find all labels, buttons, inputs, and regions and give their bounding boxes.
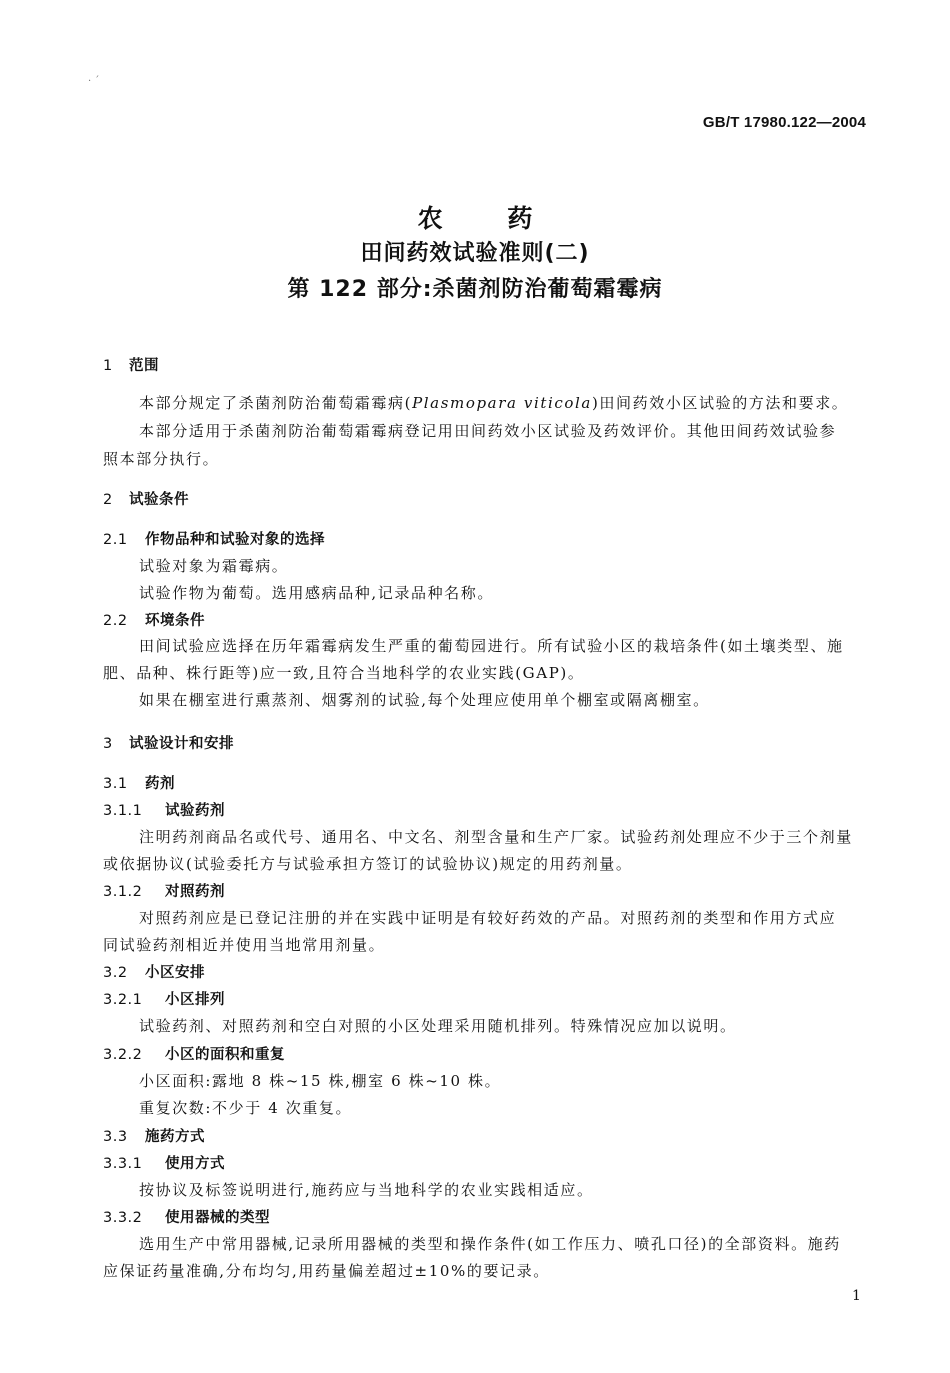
section-title: 试验药剂	[165, 803, 225, 819]
section-number: 2.1	[103, 532, 128, 548]
paragraph-line: 小区面积:露地 8 株~15 株,棚室 6 株~10 株。	[139, 1072, 502, 1090]
paragraph	[139, 392, 848, 413]
section-number: 3.2.2	[103, 1047, 143, 1063]
paragraph-line: 本部分适用于杀菌剂防治葡萄霜霉病登记用田间药效小区试验及药效评价。其他田间药效试验参	[139, 422, 837, 440]
section-number: 3.2	[103, 965, 128, 981]
section-title: 小区的面积和重复	[165, 1047, 285, 1063]
title-line-2: 田间药效试验准则(二)	[360, 241, 590, 266]
section-title: 小区排列	[165, 992, 225, 1008]
section-title: 施药方式	[145, 1129, 205, 1145]
section-title: 使用器械的类型	[165, 1210, 270, 1226]
paragraph-line: 如果在棚室进行熏蒸剂、烟雾剂的试验,每个处理应使用单个棚室或隔离棚室。	[139, 691, 710, 709]
title-line-1: 农 药	[417, 204, 561, 233]
text-run: )田间药效小区试验的方法和要求。	[591, 394, 849, 412]
section-title: 范围	[129, 358, 159, 374]
paragraph-line: 或依据协议(试验委托方与试验承担方签订的试验协议)规定的用药剂量。	[103, 855, 633, 873]
paragraph-line: 试验对象为霜霉病。	[139, 557, 289, 575]
text-run: 本部分规定了杀菌剂防治葡萄霜霉病(	[139, 394, 413, 412]
paragraph-line: 按协议及标签说明进行,施药应与当地科学的农业实践相适应。	[139, 1181, 594, 1199]
section-number: 3.3.2	[103, 1210, 143, 1226]
paragraph-line: 应保证药量准确,分布均匀,用药量偏差超过±10%的要记录。	[103, 1262, 550, 1280]
section-title: 试验条件	[129, 492, 189, 508]
section-2-2-heading	[103, 609, 205, 630]
paragraph-line: 同试验药剂相近并使用当地常用剂量。	[103, 936, 386, 954]
paragraph-line: 照本部分执行。	[103, 450, 220, 468]
section-number: 3.1.2	[103, 884, 143, 900]
page-number: 1	[852, 1288, 861, 1304]
paragraph-line: 对照药剂应是已登记注册的并在实践中证明是有较好药效的产品。对照药剂的类型和作用方式应	[139, 909, 837, 927]
section-3-2-1-heading	[103, 988, 225, 1009]
section-3-3-1-heading	[103, 1152, 225, 1173]
section-title: 作物品种和试验对象的选择	[145, 532, 325, 548]
paragraph-line: 注明药剂商品名或代号、通用名、中文名、剂型含量和生产厂家。试验药剂处理应不少于三个剂量	[139, 828, 853, 846]
latin-name: Plasmopara viticola	[412, 394, 592, 412]
section-number: 2.2	[103, 613, 128, 629]
section-3-1-heading	[103, 772, 175, 793]
section-3-3-heading	[103, 1125, 205, 1146]
paragraph-line: 试验药剂、对照药剂和空白对照的小区处理采用随机排列。特殊情况应加以说明。	[139, 1017, 737, 1035]
section-3-1-1-heading	[103, 799, 225, 820]
section-title: 试验设计和安排	[129, 736, 234, 752]
section-number: 3.1.1	[103, 803, 143, 819]
section-3-heading	[103, 732, 234, 753]
paragraph-line: 试验作物为葡萄。选用感病品种,记录品种名称。	[139, 584, 494, 602]
section-number: 3	[103, 736, 113, 752]
paragraph-line: 重复次数:不少于 4 次重复。	[139, 1099, 353, 1117]
section-number: 1	[103, 358, 113, 374]
section-number: 3.3	[103, 1129, 128, 1145]
section-number: 3.1	[103, 776, 128, 792]
paragraph-line: 肥、品种、株行距等)应一致,且符合当地科学的农业实践(GAP)。	[103, 664, 585, 682]
section-1-heading	[103, 354, 159, 375]
scan-mark: · ˊ	[88, 76, 100, 87]
section-3-3-2-heading	[103, 1206, 270, 1227]
section-title: 使用方式	[165, 1156, 225, 1172]
section-title: 对照药剂	[165, 884, 225, 900]
section-title: 药剂	[145, 776, 175, 792]
section-2-heading	[103, 488, 189, 509]
title-line-3: 第 122 部分:杀菌剂防治葡萄霜霉病	[287, 277, 663, 302]
section-number: 3.3.1	[103, 1156, 143, 1172]
section-2-1-heading	[103, 528, 325, 549]
standard-number: GB/T 17980.122—2004	[702, 114, 866, 131]
section-number: 2	[103, 492, 113, 508]
section-title: 环境条件	[145, 613, 205, 629]
section-3-2-heading	[103, 961, 205, 982]
paragraph-line: 田间试验应选择在历年霜霉病发生严重的葡萄园进行。所有试验小区的栽培条件(如土壤类型、施	[139, 637, 844, 655]
section-3-2-2-heading	[103, 1043, 285, 1064]
section-title: 小区安排	[145, 965, 205, 981]
section-number: 3.2.1	[103, 992, 143, 1008]
section-3-1-2-heading	[103, 880, 225, 901]
paragraph-line: 选用生产中常用器械,记录所用器械的类型和操作条件(如工作压力、喷孔口径)的全部资料。施药	[139, 1235, 841, 1253]
